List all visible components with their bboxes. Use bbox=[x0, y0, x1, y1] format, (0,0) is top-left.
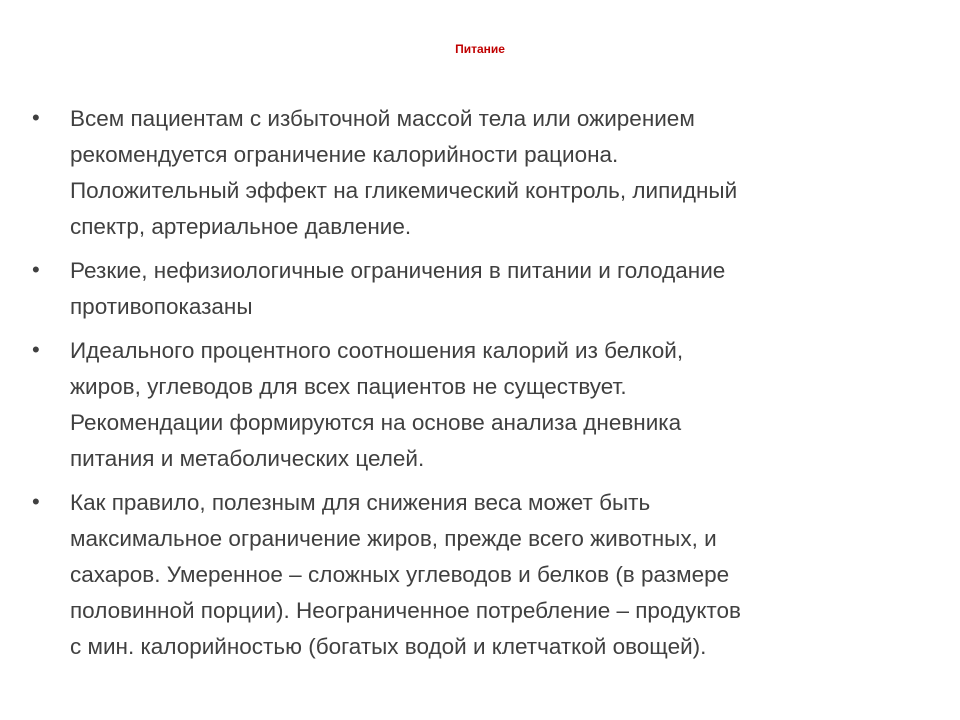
bullet-item-4 bbox=[32, 485, 932, 665]
slide-content bbox=[32, 101, 932, 673]
bullet-text: Идеального процентного соотношения калорий из белкой, жиров, углеводов для всех пациентов не существует. Рекомендации формируются на основе анализа дневника питания и метаболических целей. bbox=[70, 338, 684, 471]
bullet-text: Как правило, полезным для снижения веса может быть максимальное ограничение жиров, прежде всего животных, и сахаров. Умеренное – сложных углеводов и белков (в размере половинной порции). Неограниченное потребление – продуктов с мин. калорийностью (богатых водой и клетчаткой овощей). bbox=[70, 490, 741, 659]
bullet-text: Всем пациентам с избыточной массой тела или ожирением рекомендуется ограничение калорийности рациона. Положительный эффект на гликемический контроль, липидный спектр, артериальное давление. bbox=[70, 106, 738, 239]
bullet-item-2 bbox=[32, 253, 932, 325]
bullet-marker: • bbox=[32, 489, 40, 514]
slide-title: Питание bbox=[455, 42, 505, 56]
bullet-marker: • bbox=[32, 105, 40, 130]
bullet-text: Резкие, нефизиологичные ограничения в питании и голодание противопоказаны bbox=[70, 258, 726, 319]
bullet-item-3 bbox=[32, 333, 932, 477]
bullet-item-1 bbox=[32, 101, 932, 245]
bullet-marker: • bbox=[32, 337, 40, 362]
bullet-list bbox=[32, 101, 932, 665]
bullet-marker: • bbox=[32, 257, 40, 282]
